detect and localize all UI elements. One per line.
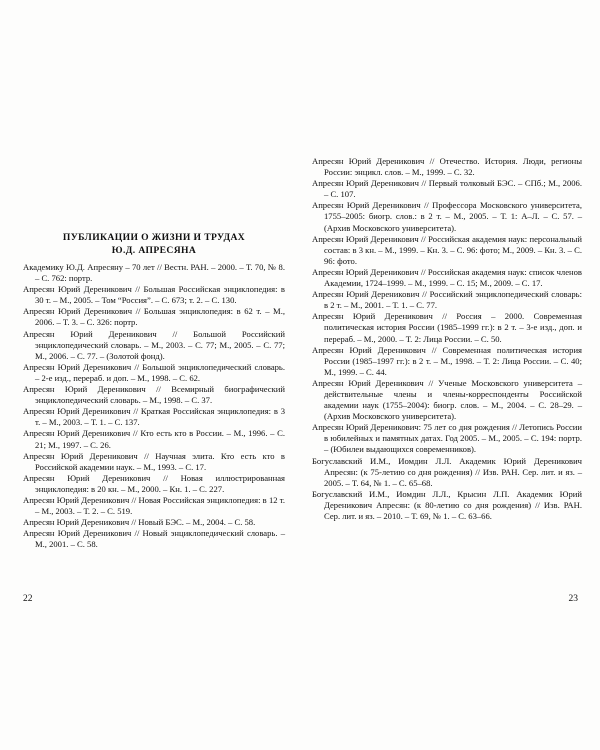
bibliography-entry: Апресян Юрий Дереникович // Большой энциклопедический словарь. – 2-е изд., перераб. и доп. – М., 1998. – С. 62. — [23, 361, 285, 383]
bibliography-entry: Академику Ю.Д. Апресяну – 70 лет // Вестн. РАН. – 2000. – Т. 70, № 8. – С. 762: портр. — [23, 262, 285, 284]
bibliography-entry: Апресян Юрий Дереникович // Современная политическая история России (1985–1997 гг.): в 2 т. – М., 1998. – Т. 2: Лица России. – С. 40; М., 1999. – С. 44. — [312, 344, 582, 377]
page-number: 23 — [568, 594, 578, 604]
bibliography-entry: Апресян Юрий Дереникович // Большая Российская энциклопедия: в 30 т. – М., 2005. – Том “Россия”. – С. 673; т. 2. – С. 130. — [23, 284, 285, 306]
section-heading — [23, 232, 285, 257]
right-bibliography-list — [312, 156, 582, 522]
bibliography-entry: Апресян Юрий Дереникович // Новая Российская энциклопедия: в 12 т. – М., 2003. – Т. 2. – С. 519. — [23, 494, 285, 517]
bibliography-entry: Апресян Юрий Дереникович // Ученые Московского университета – действительные члены и члены-корреспонденты Российской академии наук (1755–2004): биогр. слов. – М., 2004. – С. 28–29. – (Архив Московского университета). — [312, 377, 582, 422]
bibliography-entry: Апресян Юрий Дереникович // Большая энциклопедия: в 62 т. – М., 2006. – Т. 3. – С. 326: портр. — [23, 306, 285, 328]
bibliography-entry: Апресян Юрий Дереникович // Кто есть кто в России. – М., 1996. – С. 21; М., 1997. – С. 26. — [23, 428, 285, 450]
bibliography-entry: Апресян Юрий Дереникович // Краткая Российская энциклопедия: в 3 т. – М., 2003. – Т. 1. – С. 137. — [23, 406, 285, 428]
page-number: 22 — [23, 594, 33, 604]
bibliography-entry: Апресян Юрий Дереникович // Новый БЭС. – М., 2004. – С. 58. — [23, 517, 256, 528]
bibliography-entry: Апресян Юрий Дереникович: 75 лет со дня рождения // Летопись России в юбилейных и памятных датах. Год 2005. – М., 2005. – С. 194: портр. – (Юбилеи выдающихся современников). — [312, 422, 582, 455]
bibliography-entry: Апресян Юрий Дереникович // Первый толковый БЭС. – СПб.; М., 2006. – С. 107. — [312, 178, 582, 200]
bibliography-entry: Апресян Юрий Дереникович // Россия – 2000. Современная политическая история России (1985–1999 гг.): в 2 т. – 3-е изд., доп. и перераб. – М., 2000. – Т. 2: Лица России. – С. 50. — [312, 311, 582, 344]
bibliography-entry: Апресян Юрий Дереникович // Большой Российский энциклопедический словарь. – М., 2003. – С. 77; М., 2005. – С. 77; М., 2006. – С. 77. – (Золотой фонд). — [23, 328, 285, 361]
bibliography-entry: Апресян Юрий Дереникович // Новая иллюстрированная энциклопедия: в 20 кн. – М., 2000. – Кн. 1. – С. 227. — [23, 472, 285, 494]
bibliography-entry: Апресян Юрий Дереникович // Профессора Московского университета, 1755–2005: биогр. слов.: в 2 т. – М., 2005. – Т. 1: А–Л. – С. 57. – (Архив Московского университета). — [312, 200, 582, 233]
bibliography-entry: Апресян Юрий Дереникович // Российская академия наук: список членов Академии, 1724–1999. – М., 1999. – С. 15; М., 2009. – С. 17. — [312, 266, 582, 289]
bibliography-entry: Богуславский И.М., Иомдин Л.Л., Крысин Л.П. Академик Юрий Дереникович Апресян: (к 80-летию со дня рождения) // Изв. РАН. Сер. лит. и яз. – 2010. – Т. 69, № 1. – С. 63–66. — [312, 488, 582, 521]
bibliography-entry: Апресян Юрий Дереникович // Отечество. История. Люди, регионы России: энцикл. слов. – М., 1999. – С. 32. — [312, 156, 582, 178]
left-bibliography-list — [23, 262, 285, 550]
right-page — [300, 0, 600, 750]
bibliography-entry: Апресян Юрий Дереникович // Научная элита. Кто есть кто в Российской академии наук. – М., 1993. – С. 17. — [23, 450, 285, 472]
heading-line-1: ПУБЛИКАЦИИ О ЖИЗНИ И ТРУДАХ — [62, 232, 246, 243]
bibliography-entry: Апресян Юрий Дереникович // Российский энциклопедический словарь: в 2 т. – М., 2001. – Т. 1. – С. 77. — [312, 289, 582, 311]
bibliography-entry: Апресян Юрий Дереникович // Новый энциклопедический словарь. – М., 2001. – С. 58. — [23, 528, 285, 550]
heading-line-2: Ю.Д. АПРЕСЯНА — [111, 244, 197, 256]
bibliography-entry: Апресян Юрий Дереникович // Всемирный биографический энциклопедический словарь. – М., 1998. – С. 37. — [23, 384, 285, 406]
bibliography-entry: Апресян Юрий Дереникович // Российская академия наук: персональный состав: в 3 кн. – М., 1999. – Кн. 3. – С. 96: фото; М., 2009. – Кн. 3. – С. 96: фото. — [312, 233, 582, 266]
bibliography-entry: Богуславский И.М., Иомдин Л.Л. Академик Юрий Дереникович Апресян: (к 75-летию со дня рождения) // Изв. РАН. Сер. лит. и яз. – 2005. – Т. 64, № 1. – С. 65–68. — [312, 455, 582, 488]
